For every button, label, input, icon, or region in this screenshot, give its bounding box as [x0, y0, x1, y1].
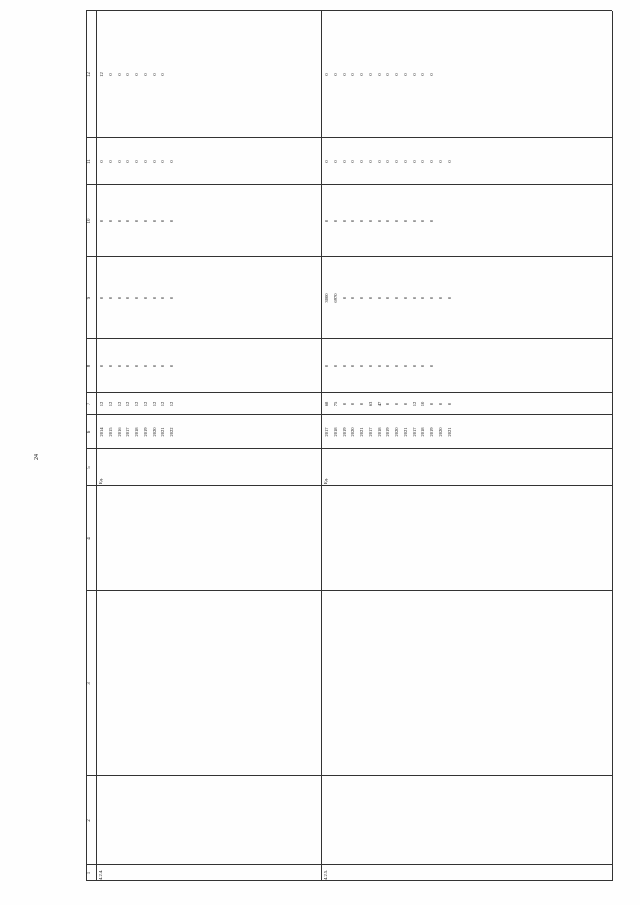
value-cell: 0	[116, 219, 122, 223]
year-value: 2021	[359, 427, 364, 437]
col10-values	[98, 186, 177, 256]
value-cell: 12	[125, 401, 131, 407]
value-cell: 0	[134, 73, 139, 76]
value-cell: 0	[341, 364, 347, 368]
executor-text	[98, 592, 320, 774]
value-cell: 0	[429, 219, 434, 223]
col-num-7: 7	[87, 402, 92, 406]
value-cell: 0	[99, 296, 104, 300]
value-cell: 0	[151, 160, 157, 163]
value-cell: 47	[376, 401, 382, 407]
value-cell: 12	[151, 401, 157, 407]
value-cell: 0	[99, 160, 104, 163]
value-cell: 0	[429, 402, 434, 406]
value-cell: 0	[359, 73, 364, 76]
unit-text: Ед.	[323, 477, 328, 484]
value-cell: 0	[116, 160, 122, 163]
value-cell: 0	[107, 364, 113, 368]
rotated-content	[12, 8, 624, 893]
value-cell: 0	[420, 364, 426, 368]
value-cell: 0	[437, 296, 443, 300]
value-cell: 75	[332, 401, 338, 407]
value-cell: 0	[376, 364, 382, 368]
value-cell: 0	[99, 364, 104, 368]
value-cell: 0	[394, 402, 399, 406]
value-cell: 12	[411, 401, 417, 407]
program-table	[86, 11, 612, 881]
value-cell: 0	[411, 364, 417, 368]
value-cell: 0	[376, 219, 382, 223]
value-cell: 12	[99, 401, 104, 407]
value-cell: 0	[142, 73, 148, 76]
col12-values	[323, 12, 437, 137]
value-cell: 0	[446, 402, 452, 406]
year-value: 2021	[402, 427, 408, 437]
page-number: 24	[34, 454, 40, 460]
value-cell: 0	[420, 160, 426, 163]
year-value: 2020	[350, 427, 356, 437]
value-cell: 0	[367, 364, 373, 368]
value-cell: 0	[420, 296, 426, 300]
value-cell: 3000	[324, 293, 329, 303]
value-cell: 0	[350, 160, 356, 163]
col9-values	[323, 258, 454, 338]
year-value: 2019	[385, 427, 391, 437]
value-cell: 0	[125, 73, 131, 76]
value-cell: 0	[125, 160, 131, 163]
year-value: 2018	[420, 427, 426, 437]
value-cell: 0	[142, 219, 148, 223]
year-list	[98, 416, 177, 448]
value-cell: 0	[125, 364, 131, 368]
value-cell: 6970	[332, 293, 338, 303]
year-value: 2020	[394, 427, 399, 437]
year-value: 2017	[367, 427, 373, 437]
measure-text	[98, 777, 320, 863]
col-num-12: 12	[87, 72, 92, 77]
value-cell: 0	[341, 219, 347, 223]
value-cell: 0	[116, 296, 122, 300]
value-cell: 0	[107, 160, 113, 163]
year-value: 2014	[99, 427, 104, 437]
col12-values	[98, 12, 168, 137]
value-cell: 0	[324, 364, 329, 368]
value-cell: 0	[429, 73, 434, 76]
value-cell: 0	[332, 73, 338, 76]
measure-text	[323, 777, 610, 863]
value-cell: 0	[151, 364, 157, 368]
value-cell: 0	[160, 219, 166, 223]
value-cell: 0	[402, 160, 408, 163]
value-cell: 0	[332, 219, 338, 223]
value-cell: 0	[350, 364, 356, 368]
value-cell: 12	[169, 401, 174, 407]
value-cell: 0	[376, 296, 382, 300]
value-cell: 0	[420, 219, 426, 223]
value-cell: 0	[411, 296, 417, 300]
value-cell: 0	[367, 73, 373, 76]
value-cell: 12	[116, 401, 122, 407]
value-cell: 0	[359, 296, 364, 300]
value-cell: 0	[332, 160, 338, 163]
value-cell: 0	[429, 364, 434, 368]
value-cell: 0	[341, 402, 347, 406]
col-num-6: 6	[87, 430, 92, 434]
value-cell: 12	[142, 401, 148, 407]
value-cell: 0	[359, 402, 364, 406]
value-cell: 0	[359, 219, 364, 223]
value-cell: 0	[446, 160, 452, 163]
value-cell: 0	[107, 296, 113, 300]
year-value: 2016	[116, 427, 122, 437]
value-cell: 0	[385, 296, 391, 300]
value-cell: 0	[350, 402, 356, 406]
value-cell: 0	[142, 364, 148, 368]
col-num-9: 9	[87, 296, 92, 300]
value-cell: 0	[169, 219, 174, 223]
value-cell: 0	[324, 73, 329, 76]
value-cell: 12	[134, 401, 139, 407]
value-cell: 0	[350, 219, 356, 223]
value-cell: 0	[151, 296, 157, 300]
row-number: 4.2.5.	[323, 869, 328, 880]
year-value: 2019	[429, 427, 434, 437]
value-cell: 0	[394, 296, 399, 300]
executor-text	[323, 592, 610, 774]
value-cell: 0	[107, 219, 113, 223]
year-value: 2018	[134, 427, 139, 437]
value-cell: 0	[341, 296, 347, 300]
value-cell: 0	[341, 160, 347, 163]
year-value: 2018	[376, 427, 382, 437]
col-num-2: 2	[87, 819, 92, 822]
value-cell: 0	[446, 296, 452, 300]
value-cell: 0	[134, 296, 139, 300]
col8-values	[323, 340, 437, 392]
value-cell: 0	[420, 73, 426, 76]
value-cell: 68	[324, 401, 329, 407]
value-cell: 0	[402, 73, 408, 76]
value-cell: 0	[134, 160, 139, 163]
value-cell: 0	[169, 296, 174, 300]
year-value: 2020	[437, 427, 443, 437]
year-value: 2017	[324, 427, 329, 437]
col7-values	[323, 394, 454, 414]
value-cell: 0	[142, 296, 148, 300]
value-cell: 0	[341, 73, 347, 76]
value-cell: 0	[151, 73, 157, 76]
value-cell: 0	[134, 219, 139, 223]
col-num-3: 3	[87, 682, 92, 685]
value-cell: 0	[376, 73, 382, 76]
value-cell: 0	[367, 160, 373, 163]
value-cell: 0	[332, 364, 338, 368]
col7-values	[98, 394, 177, 414]
value-cell: 0	[411, 219, 417, 223]
value-cell: 0	[359, 160, 364, 163]
indicator-text	[98, 487, 320, 589]
year-value: 2020	[151, 427, 157, 437]
value-cell: 0	[429, 160, 434, 163]
value-cell: 0	[160, 296, 166, 300]
col-num-8: 8	[87, 364, 92, 368]
year-value: 2018	[332, 427, 338, 437]
value-cell: 0	[169, 364, 174, 368]
value-cell: 0	[367, 219, 373, 223]
value-cell: 12	[99, 72, 104, 77]
value-cell: 0	[385, 402, 391, 406]
value-cell: 0	[160, 73, 166, 76]
col11-values	[98, 139, 177, 184]
value-cell: 0	[324, 219, 329, 223]
col-num-5: 5	[87, 466, 92, 469]
value-cell: 0	[160, 364, 166, 368]
unit-text: Ед.	[98, 477, 103, 484]
col10-values	[323, 186, 437, 256]
value-cell: 0	[350, 73, 356, 76]
value-cell: 0	[151, 219, 157, 223]
value-cell: 0	[402, 364, 408, 368]
value-cell: 0	[367, 296, 373, 300]
col11-values	[323, 139, 454, 184]
year-value: 2017	[125, 427, 131, 437]
value-cell: 0	[160, 160, 166, 163]
value-cell: 0	[134, 364, 139, 368]
value-cell: 0	[411, 160, 417, 163]
value-cell: 0	[394, 364, 399, 368]
value-cell: 0	[324, 160, 329, 163]
col-num-1: 1	[87, 871, 92, 875]
value-cell: 0	[402, 296, 408, 300]
value-cell: 0	[394, 160, 399, 163]
row-number: 4.2.4.	[98, 869, 103, 880]
value-cell: 0	[385, 364, 391, 368]
year-value: 2015	[107, 427, 113, 437]
year-value: 2017	[411, 427, 417, 437]
col-num-11: 11	[87, 159, 92, 164]
value-cell: 0	[116, 73, 122, 76]
value-cell: 0	[107, 73, 113, 76]
value-cell: 0	[437, 402, 443, 406]
value-cell: 0	[125, 219, 131, 223]
value-cell: 12	[107, 401, 113, 407]
col9-values	[98, 258, 177, 338]
value-cell: 0	[385, 219, 391, 223]
value-cell: 0	[359, 364, 364, 368]
value-cell: 0	[116, 364, 122, 368]
value-cell: 0	[437, 160, 443, 163]
value-cell: 0	[394, 219, 399, 223]
value-cell: 0	[411, 73, 417, 76]
value-cell: 0	[385, 160, 391, 163]
year-value: 2019	[142, 427, 148, 437]
year-value: 2022	[169, 427, 174, 437]
col-num-4: 4	[87, 537, 92, 540]
value-cell: 0	[402, 219, 408, 223]
value-cell: 0	[142, 160, 148, 163]
value-cell: 12	[160, 401, 166, 407]
value-cell: 0	[376, 160, 382, 163]
year-value: 2021	[160, 427, 166, 437]
col8-values	[98, 340, 177, 392]
year-list	[323, 416, 454, 448]
year-value: 2019	[341, 427, 347, 437]
value-cell: 0	[394, 73, 399, 76]
indicator-text	[323, 487, 610, 589]
value-cell: 0	[350, 296, 356, 300]
value-cell: 0	[99, 219, 104, 223]
value-cell: 63	[367, 401, 373, 407]
value-cell: 0	[429, 296, 434, 300]
col-num-10: 10	[87, 218, 92, 224]
value-cell: 0	[125, 296, 131, 300]
value-cell: 0	[385, 73, 391, 76]
value-cell: 0	[169, 160, 174, 163]
year-value: 2021	[446, 427, 452, 437]
value-cell: 0	[402, 402, 408, 406]
value-cell: 10	[420, 401, 426, 407]
